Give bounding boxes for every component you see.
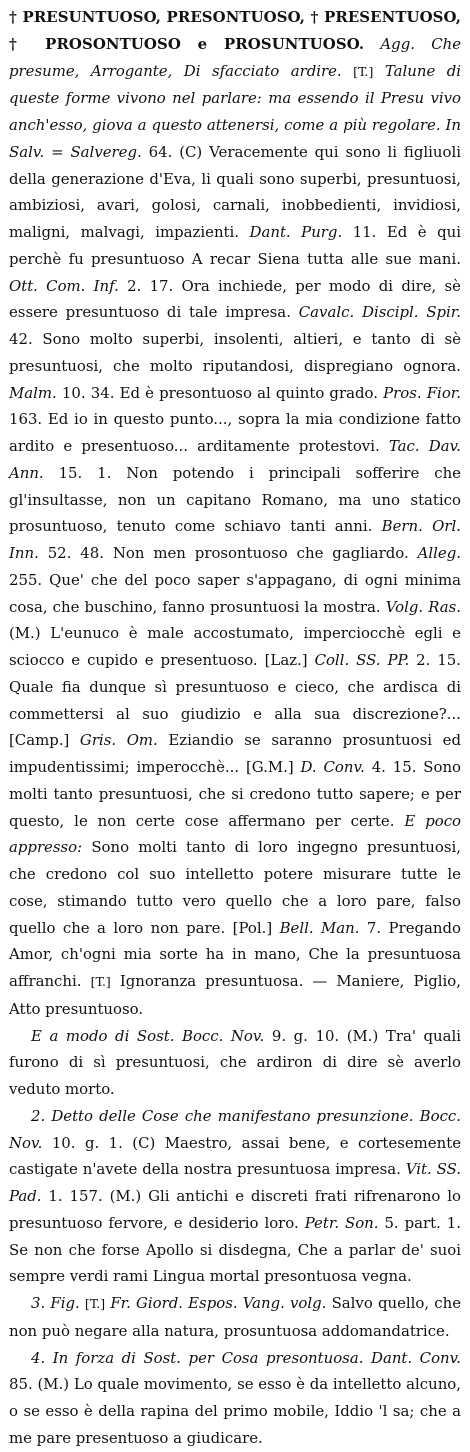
entry-headword: † PRESUNTUOSO, PRESONTUOSO, † PRESENTUOSO, † PROSONTUOSO e PROSUNTUOSO. bbox=[9, 8, 461, 53]
citation-text: Sono molti tanto di loro ingegno presuntuosi, che credono col suo intelletto potere misurare tutte le cose, stimando tutto vero quello che a loro pare, falso quello che a loro non pare. bbox=[9, 838, 461, 937]
marker-t: [T.] bbox=[84, 1296, 106, 1311]
citation-text: Salvo quello, che non può negare alla natura, prosuntuosa addomandatrice. bbox=[9, 1294, 462, 1340]
citation-text: 10. g. 1. (C) Maestro, assai bene, e cortesemente castigate n'avete della nostra presuntuosa impresa. bbox=[9, 1133, 462, 1179]
entry-main-paragraph bbox=[9, 4, 461, 1023]
editor-marker: [G.M.] bbox=[245, 758, 294, 776]
source-ref: Volg. Ras. bbox=[385, 597, 461, 616]
citation-text: 9. g. 10. (M.) Tra' quali furono di sì presuntuosi, che ardiron di dire sè averlo veduto morto. bbox=[9, 1026, 462, 1098]
source-ref: D. Conv. bbox=[300, 758, 365, 776]
citation-text: 2. 17. Ora inchiede, per modo di dire, sè essere presuntuoso di tale impresa. bbox=[9, 276, 461, 322]
source-ref: Dant. Purg. bbox=[249, 223, 343, 241]
cross-note: E poco appresso: bbox=[9, 811, 462, 857]
citation-text: 7. Pregando Amor, ch'ogni mia sorte ha in mano, Che la presuntuosa affranchi. bbox=[9, 918, 462, 990]
source-ref: Gris. Om. bbox=[79, 731, 158, 750]
grammar-tag: Agg. bbox=[380, 34, 415, 53]
marker-t: [T.] bbox=[353, 63, 374, 79]
source-ref: Tac. Dav. Ann. bbox=[9, 437, 461, 482]
sense-label: E a modo di Sost. bbox=[31, 1026, 175, 1045]
editor-marker: [Camp.] bbox=[9, 731, 70, 750]
citation-text: 4. 15. Sono molti tanto presuntuosi, che si credono tutto sapere; e per questo, le non certe cose affermano per certe. bbox=[9, 758, 462, 830]
source-ref: Bell. Man. bbox=[279, 918, 360, 937]
citation-text: 64. (C) Veracemente qui sono li figliuoli della generazione d'Eva, li quali sono superbi, presuntuosi, ambiziosi, avari, golosi, carnali, inobbedienti, invidiosi, maligni, malvagi, impazienti. bbox=[9, 142, 462, 241]
sense-label: 4. In forza di Sost. per Cosa presontuosa. bbox=[31, 1348, 364, 1367]
entry-gloss: Che presume, Arrogante, Di sfacciato ardire. bbox=[9, 34, 462, 80]
source-ref: Petr. Son. bbox=[304, 1213, 379, 1232]
source-ref: Bocc. Nov. bbox=[182, 1026, 265, 1045]
source-ref: Fr. Giord. Espos. Vang. volg. bbox=[110, 1294, 327, 1312]
source-ref: Bern. Orl. Inn. bbox=[9, 517, 461, 562]
citation-text: 15. 1. Non potendo i principali sofferire che gl'insultasse, non un capitano Romano, ma uno statico prosuntuoso, tenuto come schiavo tanti anni. bbox=[9, 463, 461, 536]
sense-2-paragraph bbox=[9, 1103, 461, 1290]
source-ref: Malm. bbox=[9, 383, 57, 402]
citation-text: 85. (M.) Lo quale movimento, se esso è da intelletto alcuno, o se esso è della rapina del primo mobile, Iddio 'l sa; che a me pare presentuoso a giudicare. bbox=[9, 1375, 461, 1447]
sense-4-paragraph bbox=[9, 1345, 461, 1452]
source-ref: Alleg. bbox=[417, 544, 461, 562]
editor-marker: [Laz.] bbox=[264, 651, 308, 669]
sense-label: 3. Fig. bbox=[31, 1294, 80, 1312]
source-ref: Bocc. Nov. bbox=[9, 1106, 461, 1152]
source-ref: Coll. SS. PP. bbox=[314, 651, 410, 669]
citation-text: 1. 157. (M.) Gli antichi e discreti frati rifrenarono lo presuntuoso fervore, e desiderio loro. bbox=[9, 1187, 461, 1232]
sense-sost-paragraph bbox=[9, 1023, 461, 1103]
citation-text: 11. Ed è qui perchè fu presuntuoso A recar Siena tutta alle sue mani. bbox=[9, 223, 462, 268]
source-ref: Cavalc. Discipl. Spir. bbox=[298, 303, 462, 322]
citation-text: Eziandio se saranno prosuntuosi ed impudentissimi; imperocchè... bbox=[9, 731, 462, 776]
marker-t: [T.] bbox=[90, 974, 111, 989]
sense-3-paragraph bbox=[9, 1290, 461, 1345]
editor-marker: [Pol.] bbox=[232, 918, 273, 937]
source-ref: Vit. SS. Pad. bbox=[9, 1160, 461, 1205]
source-ref: Pros. Fior. bbox=[383, 383, 461, 402]
citation-text: 42. Sono molto superbi, insolenti, altieri, e tanto di sè presuntuosi, che molto riputandosi, dispregiano ognora. bbox=[9, 330, 461, 375]
source-ref: Ott. Com. Inf. bbox=[9, 276, 119, 295]
citation-text: 2. 15. Quale fia dunque sì presuntuoso e cieco, che ardisca di commettersi al suo giudizio e alla sua discrezione?... bbox=[9, 651, 462, 723]
source-salv: In Salv. = Salvereg. bbox=[9, 116, 461, 161]
source-ref: Dant. Conv. bbox=[371, 1348, 462, 1367]
citation-text: 163. Ed io in questo punto..., sopra la mia condizione fatto ardito e presentuoso... arditamente protestovi. bbox=[9, 410, 461, 455]
sense-label: 2. Detto delle Cose che manifestano presunzione. bbox=[31, 1106, 414, 1125]
citation-text: 5. part. 1. Se non che forse Apollo si disdegna, Che a parlar de' suoi sempre verdi rami Lingua mortal presontuosa vegna. bbox=[9, 1213, 461, 1286]
citation-text: (M.) L'eunuco è male accostumato, imperciocchè egli e sciocco e cupido e presentuoso. bbox=[9, 624, 461, 669]
citation-text: 52. 48. Non men prosontuoso che gagliardo. bbox=[47, 544, 409, 562]
citation-text: 255. Que' che del poco saper s'appagano, di ogni minima cosa, che buschino, fanno prosuntuosi la mostra. bbox=[9, 570, 461, 616]
citation-text: Ignoranza presuntuosa. — Maniere, Piglio, Atto presuntuoso. bbox=[9, 972, 461, 1018]
citation-text: 10. 34. Ed è presontuoso al quinto grado. bbox=[61, 383, 378, 402]
usage-note: Talune di queste forme vivono nel parlare: ma essendo il Presu vivo anch'esso, giova a questo attenersi, come a più regolare. bbox=[9, 61, 462, 134]
